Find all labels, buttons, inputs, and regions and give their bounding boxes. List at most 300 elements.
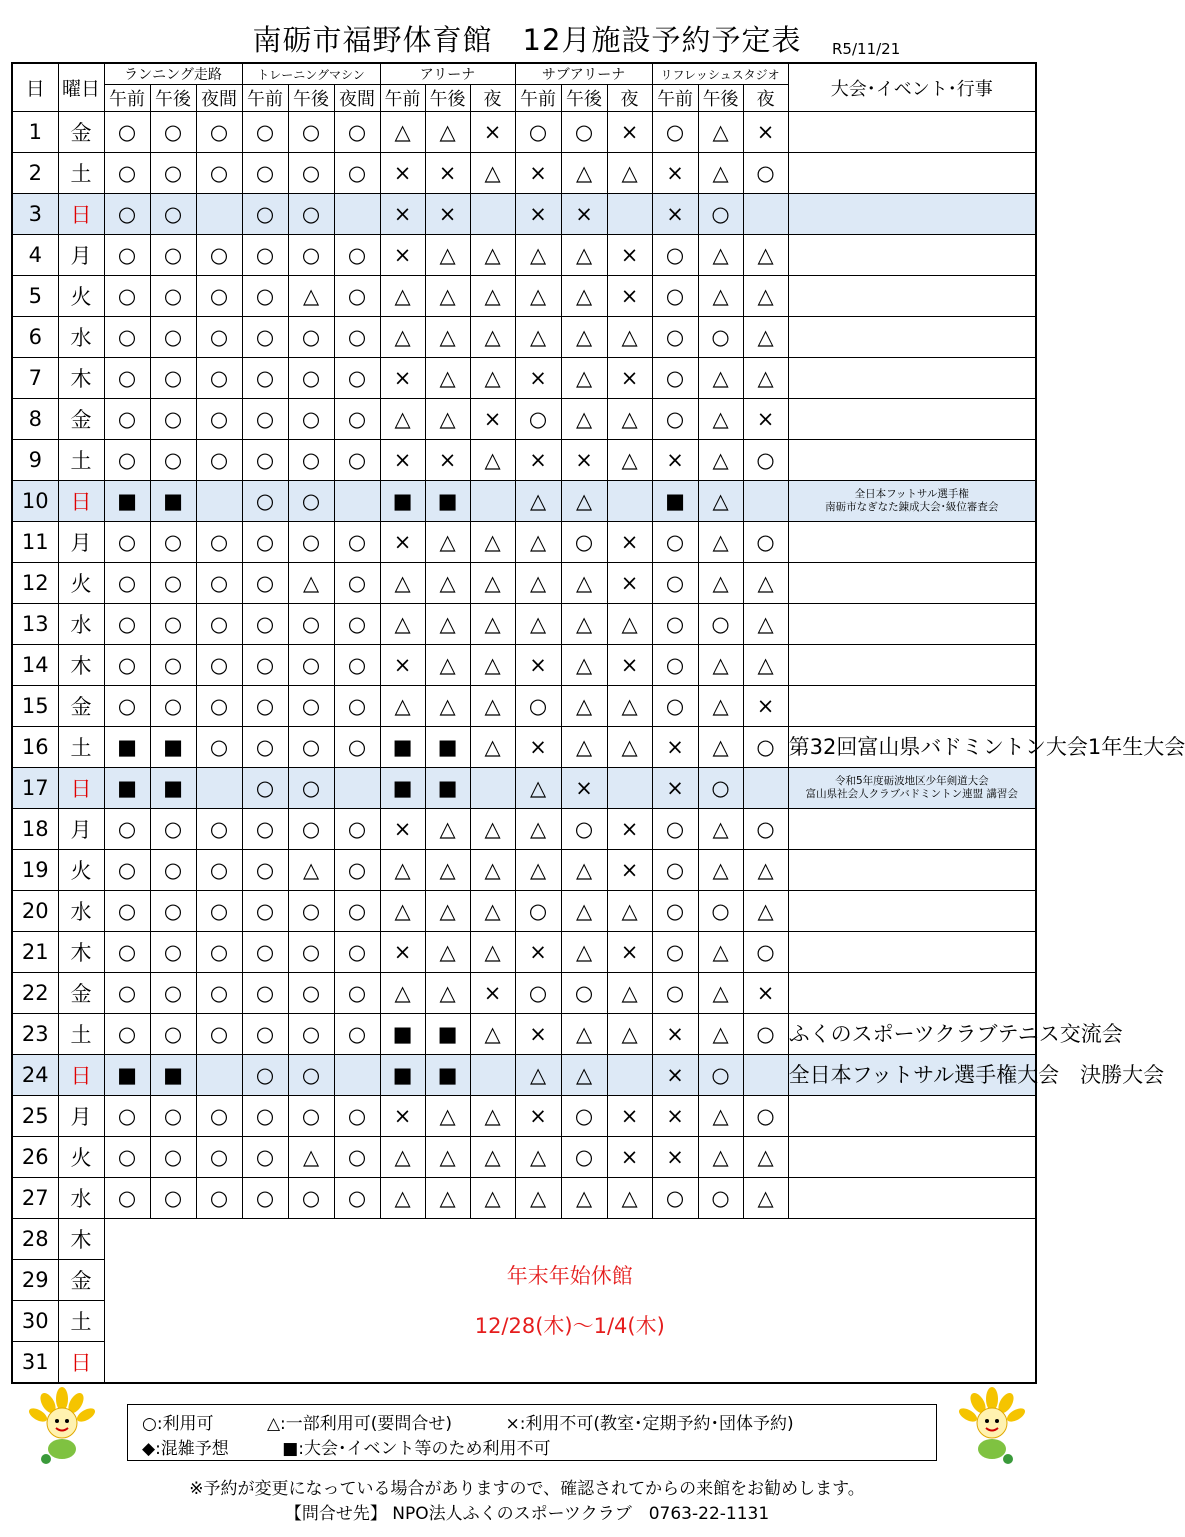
closed-slot [743, 481, 788, 522]
status-cell: ○ [150, 235, 196, 276]
status-cell: ○ [334, 112, 380, 153]
header-facility-studio: リフレッシュスタジオ [652, 63, 788, 85]
closed-slot [334, 1055, 380, 1096]
status-cell: × [607, 1096, 652, 1137]
status-cell: × [515, 440, 561, 481]
status-cell: ○ [242, 1178, 288, 1219]
table-row [12, 932, 1036, 973]
closed-slot [743, 194, 788, 235]
status-cell: ○ [288, 153, 334, 194]
status-cell: ○ [242, 194, 288, 235]
weekday: 金 [58, 112, 104, 153]
status-cell: △ [425, 973, 470, 1014]
status-cell: ○ [652, 317, 698, 358]
status-cell: △ [698, 1137, 743, 1178]
status-cell: ○ [334, 1178, 380, 1219]
header-slot: 夜 [607, 85, 652, 112]
status-cell: ○ [288, 399, 334, 440]
status-cell: ○ [104, 1137, 150, 1178]
status-cell: △ [470, 440, 515, 481]
status-cell: ○ [150, 440, 196, 481]
status-cell: ○ [196, 973, 242, 1014]
page-title-area [0, 18, 1054, 59]
status-cell: × [515, 153, 561, 194]
status-cell: △ [470, 809, 515, 850]
day-number: 30 [12, 1301, 58, 1342]
status-cell: × [561, 768, 607, 809]
event-cell: 令和5年度砺波地区少年剣道大会 富山県社会人クラブバドミントン連盟 講習会 [788, 768, 1036, 809]
status-cell: △ [698, 358, 743, 399]
status-cell: × [380, 153, 425, 194]
status-cell: △ [607, 686, 652, 727]
status-cell: × [652, 1014, 698, 1055]
status-cell: △ [561, 358, 607, 399]
legend-available: ○:利用可 [142, 1414, 214, 1434]
header-slot: 夜 [743, 85, 788, 112]
day-number: 1 [12, 112, 58, 153]
day-number: 11 [12, 522, 58, 563]
status-cell: ○ [334, 235, 380, 276]
status-cell: ○ [242, 358, 288, 399]
status-cell: × [380, 358, 425, 399]
status-cell: △ [515, 235, 561, 276]
status-cell: ■ [425, 1014, 470, 1055]
status-cell: × [470, 112, 515, 153]
status-cell: ○ [242, 604, 288, 645]
status-cell: × [425, 440, 470, 481]
status-cell: ○ [104, 1014, 150, 1055]
table-row [12, 112, 1036, 153]
status-cell: △ [561, 1055, 607, 1096]
event-cell [788, 317, 1036, 358]
status-cell: △ [380, 604, 425, 645]
weekday: 日 [58, 768, 104, 809]
status-cell: ■ [104, 727, 150, 768]
status-cell: △ [425, 563, 470, 604]
status-cell: ○ [242, 1055, 288, 1096]
status-cell: △ [607, 317, 652, 358]
status-cell: ○ [561, 1137, 607, 1178]
header-slot: 午後 [288, 85, 334, 112]
status-cell: ○ [196, 399, 242, 440]
weekday: 土 [58, 1301, 104, 1342]
status-cell: ○ [334, 686, 380, 727]
status-cell: ○ [196, 850, 242, 891]
status-cell: ○ [196, 1178, 242, 1219]
status-cell: ○ [561, 973, 607, 1014]
status-cell: ○ [242, 809, 288, 850]
status-cell: △ [425, 522, 470, 563]
status-cell: △ [607, 1178, 652, 1219]
status-cell: △ [380, 891, 425, 932]
status-cell: ○ [104, 276, 150, 317]
status-cell: ○ [288, 235, 334, 276]
status-cell: ■ [425, 481, 470, 522]
status-cell: △ [698, 399, 743, 440]
status-cell: ○ [150, 358, 196, 399]
status-cell: × [470, 973, 515, 1014]
closed-slot [196, 768, 242, 809]
day-number: 25 [12, 1096, 58, 1137]
weekday: 月 [58, 1096, 104, 1137]
status-cell: ○ [288, 194, 334, 235]
weekday: 水 [58, 317, 104, 358]
status-cell: △ [380, 317, 425, 358]
status-cell: △ [698, 276, 743, 317]
status-cell: ○ [515, 686, 561, 727]
event-cell [788, 399, 1036, 440]
status-cell: △ [470, 727, 515, 768]
issue-date: R5/11/21 [832, 40, 901, 58]
status-cell: × [380, 809, 425, 850]
day-number: 22 [12, 973, 58, 1014]
closed-slot [470, 481, 515, 522]
weekday: 火 [58, 563, 104, 604]
status-cell: ○ [104, 153, 150, 194]
day-number: 17 [12, 768, 58, 809]
status-cell: △ [607, 440, 652, 481]
status-cell: ○ [150, 317, 196, 358]
status-cell: △ [425, 276, 470, 317]
status-cell: △ [561, 563, 607, 604]
status-cell: × [652, 1096, 698, 1137]
weekday: 金 [58, 1260, 104, 1301]
status-cell: × [380, 932, 425, 973]
status-cell: △ [561, 235, 607, 276]
header-slot: 午前 [515, 85, 561, 112]
table-row [12, 1055, 1036, 1096]
status-cell: △ [470, 604, 515, 645]
header-slot: 午前 [242, 85, 288, 112]
status-cell: ○ [150, 153, 196, 194]
status-cell: ○ [288, 932, 334, 973]
status-cell: ○ [150, 932, 196, 973]
weekday: 月 [58, 235, 104, 276]
status-cell: ○ [652, 891, 698, 932]
status-cell: ○ [150, 604, 196, 645]
table-row [12, 563, 1036, 604]
status-cell: ○ [196, 686, 242, 727]
status-cell: △ [698, 645, 743, 686]
mascot-icon [22, 1385, 102, 1465]
status-cell: ○ [334, 563, 380, 604]
status-cell: × [652, 440, 698, 481]
status-cell: ○ [150, 973, 196, 1014]
status-cell: △ [288, 276, 334, 317]
day-number: 19 [12, 850, 58, 891]
status-cell: ■ [104, 1055, 150, 1096]
status-cell: × [380, 440, 425, 481]
status-cell: △ [470, 686, 515, 727]
status-cell: ○ [288, 768, 334, 809]
status-cell: ○ [698, 194, 743, 235]
status-cell: ■ [380, 1014, 425, 1055]
status-cell: × [515, 358, 561, 399]
weekday: 木 [58, 645, 104, 686]
weekday: 金 [58, 973, 104, 1014]
closed-slot [470, 1055, 515, 1096]
weekday: 水 [58, 604, 104, 645]
status-cell: ■ [425, 727, 470, 768]
status-cell: ○ [515, 891, 561, 932]
status-cell: × [652, 727, 698, 768]
status-cell: ○ [242, 1014, 288, 1055]
status-cell: ○ [104, 317, 150, 358]
weekday: 火 [58, 1137, 104, 1178]
status-cell: ○ [743, 440, 788, 481]
status-cell: △ [607, 604, 652, 645]
status-cell: △ [425, 850, 470, 891]
status-cell: ■ [380, 481, 425, 522]
status-cell: △ [515, 481, 561, 522]
status-cell: △ [561, 727, 607, 768]
status-cell: ○ [104, 358, 150, 399]
status-cell: ○ [288, 891, 334, 932]
status-cell: △ [561, 686, 607, 727]
status-cell: ○ [515, 112, 561, 153]
closed-slot [470, 768, 515, 809]
weekday: 土 [58, 440, 104, 481]
status-cell: △ [380, 686, 425, 727]
status-cell: ○ [288, 358, 334, 399]
table-row [12, 153, 1036, 194]
status-cell: ○ [196, 604, 242, 645]
status-cell: △ [743, 604, 788, 645]
status-cell: △ [470, 1014, 515, 1055]
status-cell: ○ [334, 1014, 380, 1055]
table-row [12, 1014, 1036, 1055]
status-cell: × [652, 194, 698, 235]
status-cell: ○ [652, 932, 698, 973]
status-cell: × [515, 727, 561, 768]
closed-slot [334, 768, 380, 809]
status-cell: ○ [242, 891, 288, 932]
status-cell: △ [698, 522, 743, 563]
status-cell: △ [698, 973, 743, 1014]
status-cell: ○ [652, 358, 698, 399]
status-cell: ○ [242, 153, 288, 194]
day-number: 13 [12, 604, 58, 645]
day-number: 4 [12, 235, 58, 276]
status-cell: △ [743, 563, 788, 604]
status-cell: ■ [150, 1055, 196, 1096]
status-cell: ○ [150, 276, 196, 317]
status-cell: △ [470, 563, 515, 604]
day-number: 12 [12, 563, 58, 604]
weekday: 木 [58, 358, 104, 399]
status-cell: ■ [104, 481, 150, 522]
status-cell: × [652, 768, 698, 809]
status-cell: △ [425, 809, 470, 850]
status-cell: △ [698, 686, 743, 727]
weekday: 土 [58, 1014, 104, 1055]
status-cell: ■ [380, 1055, 425, 1096]
closed-slot [743, 768, 788, 809]
table-row [12, 645, 1036, 686]
status-cell: ○ [242, 768, 288, 809]
status-cell: ○ [652, 112, 698, 153]
status-cell: ○ [288, 1014, 334, 1055]
table-row [12, 481, 1036, 522]
event-cell [788, 194, 1036, 235]
day-number: 3 [12, 194, 58, 235]
status-cell: △ [470, 522, 515, 563]
weekday: 金 [58, 686, 104, 727]
status-cell: △ [470, 153, 515, 194]
event-cell [788, 809, 1036, 850]
status-cell: ■ [150, 727, 196, 768]
status-cell: ○ [196, 153, 242, 194]
status-cell: ○ [242, 1096, 288, 1137]
status-cell: ○ [288, 1096, 334, 1137]
status-cell: ○ [334, 891, 380, 932]
status-cell: × [652, 1055, 698, 1096]
status-cell: △ [470, 1096, 515, 1137]
status-cell: ○ [104, 850, 150, 891]
status-cell: △ [288, 850, 334, 891]
status-cell: × [607, 235, 652, 276]
status-cell: ○ [104, 112, 150, 153]
table-row [12, 768, 1036, 809]
status-cell: ○ [288, 317, 334, 358]
status-cell: ○ [242, 317, 288, 358]
table-row [12, 1096, 1036, 1137]
status-cell: △ [425, 645, 470, 686]
header-slot: 夜 [470, 85, 515, 112]
closed-slot [196, 194, 242, 235]
closed-slot [607, 194, 652, 235]
table-row [12, 358, 1036, 399]
day-number: 21 [12, 932, 58, 973]
status-cell: △ [561, 481, 607, 522]
status-cell: △ [288, 563, 334, 604]
status-cell: ○ [652, 563, 698, 604]
status-cell: ○ [743, 153, 788, 194]
status-cell: ○ [242, 727, 288, 768]
status-cell: ○ [150, 194, 196, 235]
status-cell: ○ [334, 645, 380, 686]
status-cell: ○ [150, 686, 196, 727]
status-cell: ■ [425, 768, 470, 809]
status-cell: ○ [515, 973, 561, 1014]
table-row [12, 235, 1036, 276]
status-cell: △ [698, 932, 743, 973]
status-cell: ○ [652, 973, 698, 1014]
status-cell: △ [470, 891, 515, 932]
status-cell: ○ [196, 522, 242, 563]
weekday: 月 [58, 809, 104, 850]
status-cell: △ [515, 604, 561, 645]
status-cell: ○ [698, 768, 743, 809]
status-cell: △ [380, 276, 425, 317]
status-cell: ○ [104, 194, 150, 235]
status-cell: ○ [150, 809, 196, 850]
status-cell: ○ [288, 973, 334, 1014]
status-cell: ○ [288, 481, 334, 522]
event-cell: ふくのスポーツクラブテニス交流会 [788, 1014, 1036, 1055]
weekday: 日 [58, 1055, 104, 1096]
header-slot: 夜間 [334, 85, 380, 112]
closed-notice-dates: 12/28(木)～1/4(木) [474, 1313, 665, 1338]
status-cell: × [652, 1137, 698, 1178]
status-cell: ○ [652, 522, 698, 563]
status-cell: ○ [288, 522, 334, 563]
status-cell: ○ [104, 235, 150, 276]
status-cell: ○ [150, 1014, 196, 1055]
status-cell: △ [380, 112, 425, 153]
status-cell: ○ [242, 481, 288, 522]
table-row [12, 399, 1036, 440]
status-cell: △ [561, 604, 607, 645]
event-cell [788, 563, 1036, 604]
status-cell: △ [743, 645, 788, 686]
table-row [12, 194, 1036, 235]
status-cell: ○ [561, 112, 607, 153]
status-cell: △ [425, 235, 470, 276]
status-cell: △ [515, 1178, 561, 1219]
status-cell: △ [425, 112, 470, 153]
status-cell: △ [607, 153, 652, 194]
header-slot: 午後 [561, 85, 607, 112]
closed-slot [607, 768, 652, 809]
status-cell: △ [743, 891, 788, 932]
status-cell: ○ [242, 276, 288, 317]
header-slot: 午前 [652, 85, 698, 112]
event-cell [788, 1096, 1036, 1137]
weekday: 金 [58, 399, 104, 440]
status-cell: ○ [652, 604, 698, 645]
event-cell [788, 891, 1036, 932]
status-cell: △ [425, 358, 470, 399]
status-cell: ○ [652, 850, 698, 891]
status-cell: × [607, 809, 652, 850]
status-cell: ○ [652, 1178, 698, 1219]
weekday: 月 [58, 522, 104, 563]
status-cell: ○ [196, 891, 242, 932]
table-row [12, 276, 1036, 317]
status-cell: ○ [334, 317, 380, 358]
status-cell: △ [380, 563, 425, 604]
status-cell: △ [425, 399, 470, 440]
status-cell: ○ [104, 686, 150, 727]
status-cell: △ [515, 850, 561, 891]
closed-notice [104, 1219, 1036, 1384]
status-cell: △ [425, 1137, 470, 1178]
schedule-table [11, 62, 1185, 1384]
status-cell: △ [470, 850, 515, 891]
table-row [12, 1137, 1036, 1178]
status-cell: △ [561, 1014, 607, 1055]
header-day: 日 [12, 63, 58, 112]
status-cell: ○ [743, 727, 788, 768]
legend-box [127, 1404, 937, 1461]
weekday: 木 [58, 932, 104, 973]
weekday: 日 [58, 194, 104, 235]
table-row [12, 727, 1036, 768]
status-cell: ○ [698, 1055, 743, 1096]
status-cell: ○ [652, 235, 698, 276]
event-cell [788, 973, 1036, 1014]
weekday: 土 [58, 153, 104, 194]
status-cell: × [380, 522, 425, 563]
weekday: 水 [58, 1178, 104, 1219]
status-cell: ○ [196, 727, 242, 768]
status-cell: △ [561, 645, 607, 686]
status-cell: △ [561, 1178, 607, 1219]
closed-slot [607, 481, 652, 522]
header-slot: 午後 [150, 85, 196, 112]
status-cell: × [607, 112, 652, 153]
